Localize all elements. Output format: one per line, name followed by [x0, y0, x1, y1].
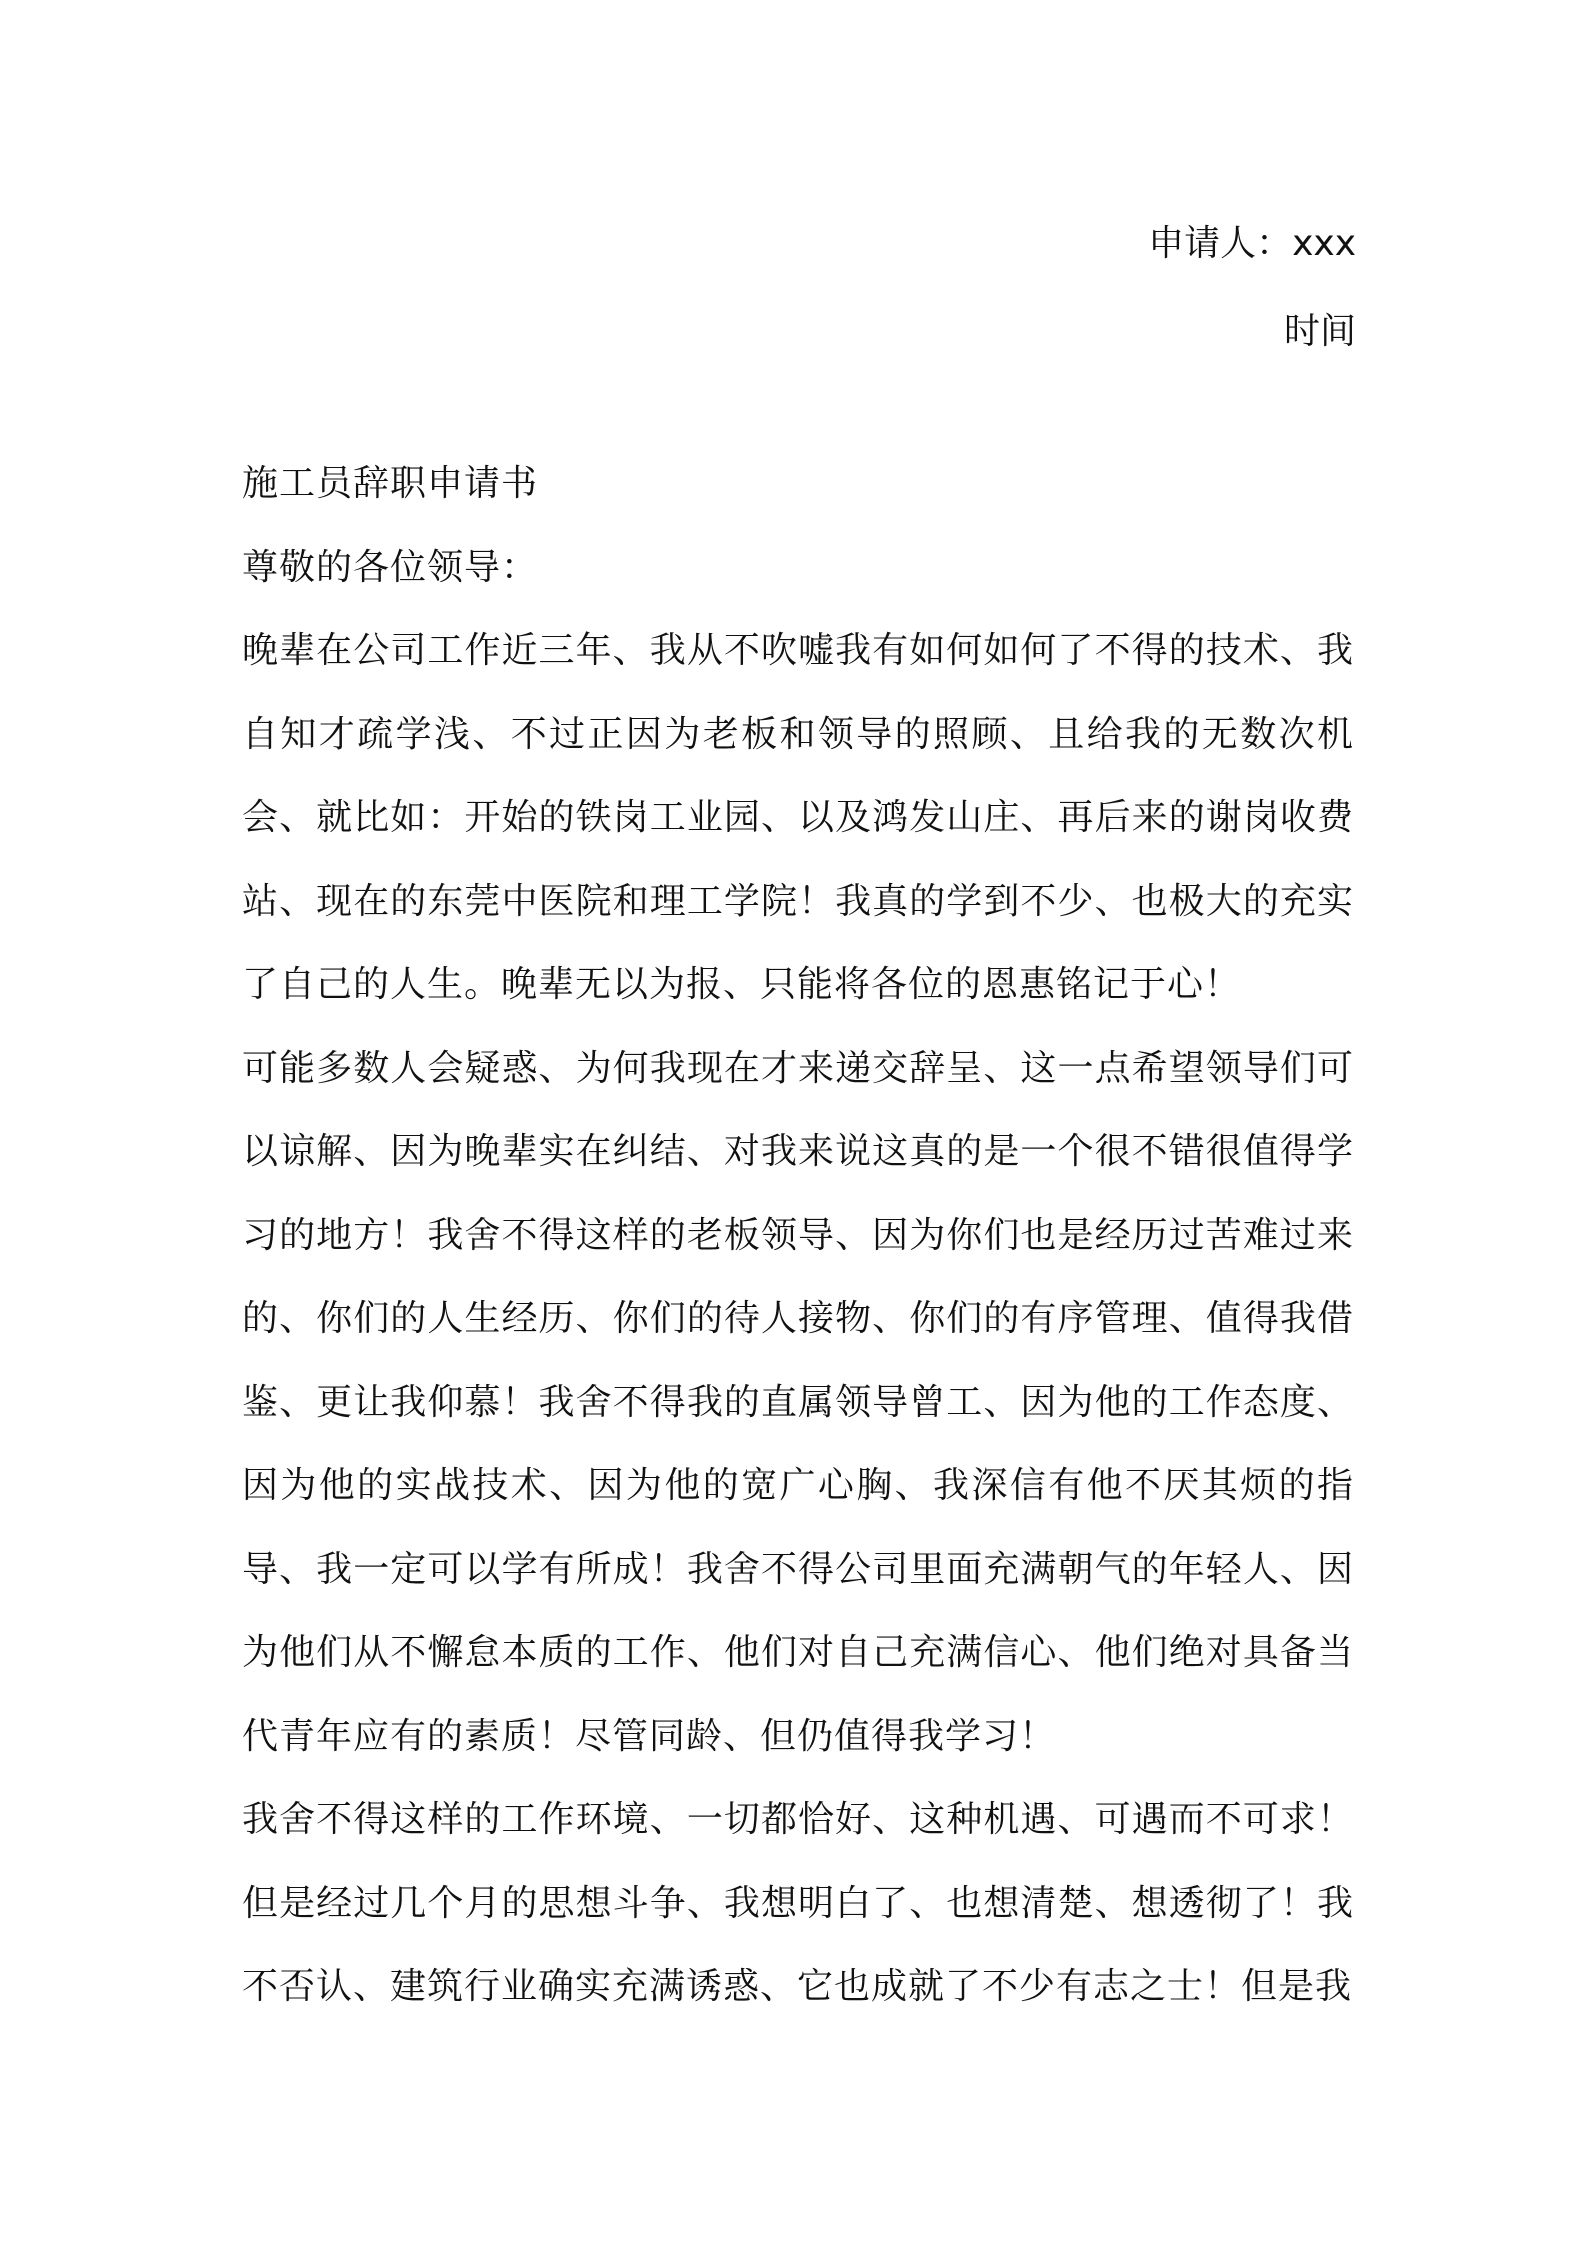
salutation: 尊敬的各位领导：: [242, 546, 539, 588]
date-line: 时间: [1283, 311, 1356, 352]
letter-title: 施工员辞职申请书: [242, 463, 539, 504]
paragraph-2: 可能多数人会疑惑、为何我现在才来递交辞呈、这一点希望领导们可以谅解、因为晚辈实在纠结、对我来说这真的是一个很不错很值得学习的地方！我舍不得这样的老板领导、因为你们也是经历过苦难过来的、你们的人生经历、你们的待人接物、你们的有序管理、值得我借鉴、更让我仰慕！我舍不得我的直属领导曾工、因为他的工作态度、因为他的实战技术、因为他的宽广心胸、我深信有他不厌其烦的指导、我一定可以学有所成！我舍不得公司里面充满朝气的年轻人、因为他们从不懈怠本质的工作、他们对自己充满信心、他们绝对具备当代青年应有的素质！尽管同龄、但仍值得我学习！: [242, 1047, 1354, 1757]
applicant-line: 申请人：xxx: [1148, 223, 1356, 264]
letter-body: [242, 442, 1354, 2029]
signature-block: [1148, 200, 1356, 376]
paragraph-3: 我舍不得这样的工作环境、一切都恰好、这种机遇、可遇而不可求！但是经过几个月的思想斗争、我想明白了、也想清楚、想透彻了！我不否认、建筑行业确实充满诱惑、它也成就了不少有志之士！但是我: [242, 1799, 1354, 2007]
paragraph-1: 晚辈在公司工作近三年、我从不吹嘘我有如何如何了不得的技术、我自知才疏学浅、不过正因为老板和领导的照顾、且给我的无数次机会、就比如：开始的铁岗工业园、以及鸿发山庄、再后来的谢岗收费站、现在的东莞中医院和理工学院！我真的学到不少、也极大的充实了自己的人生。晚辈无以为报、只能将各位的恩惠铭记于心！: [242, 630, 1354, 1005]
